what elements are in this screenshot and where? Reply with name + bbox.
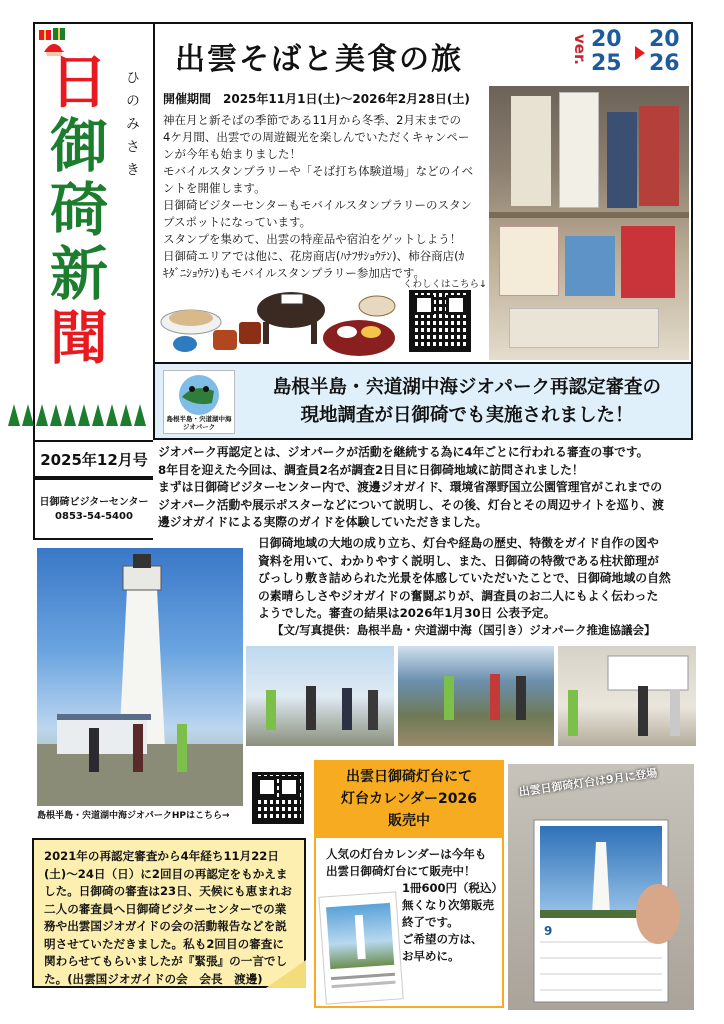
geopark-logo xyxy=(163,370,235,434)
guide-note-text: 2021年の再認定審査から4年経ち11月22日(土)～24日（日）に2回目の再認定をもかえました。日御碕の審査は23日、天候にも恵まれお二人の審査員へ日御碕ビジターセンターでの業務や出雲国ジオガイドの会の活動報告などを説明させていただきました。私も2回目の審査に関わらせてもらいましたが『緊張』の一言でした。(出雲国ジオガイドの会 会長 渡邊) xyxy=(44,849,293,986)
masthead-char-3: 碕 xyxy=(49,176,108,244)
visitor-center-info xyxy=(33,478,153,540)
geopark-line: ようでした。審査の結果は2026年1月30日 公表予定。 xyxy=(258,606,556,620)
campaign-text xyxy=(163,112,483,282)
geopark-body-2 xyxy=(258,535,698,623)
geopark-body-1 xyxy=(158,444,698,532)
calendar-line: 出雲日御碕灯台にて販売中！ xyxy=(326,864,476,878)
calendar-month: 9 xyxy=(544,924,553,938)
geopark-title xyxy=(247,374,687,430)
calendar-side-line: 終了です。 xyxy=(402,915,459,929)
year-arrow-icon xyxy=(635,46,645,60)
campaign-display-photo xyxy=(489,86,689,360)
calendar-photo-caption: 出雲日御碕灯台は9月に登場 xyxy=(517,766,659,799)
masthead-char-5: 聞 xyxy=(49,304,108,372)
geopark-line: びっしり敷き詰められた光景を体感していただいたことで、日御碕地域の自然 xyxy=(258,571,671,585)
calendar-price-text xyxy=(402,880,504,965)
masthead-char-2: 御 xyxy=(49,112,108,180)
calendar-side-line: 1冊600円（税込） xyxy=(402,881,504,895)
geopark-line: 日御碕地域の大地の成り立ち、灯台や経島の歴史、特徴をガイド自作の図や xyxy=(258,536,659,550)
calendar-text xyxy=(326,846,498,880)
issue-label: 2025年12月号 xyxy=(33,440,153,478)
geopark-title-line1: 島根半島・宍道湖中海ジオパーク再認定審査の xyxy=(272,377,662,398)
geopark-qr-code[interactable] xyxy=(252,772,304,824)
calendar-side-line: ご希望の方は、 xyxy=(402,932,483,946)
survey-photo-2 xyxy=(398,646,554,746)
geopark-line: まずは日御碕ビジターセンター内で、渡邊ジオガイド、環境省澤野国立公園管理官がこれまでの xyxy=(158,480,663,494)
more-info-link[interactable]: くわしくはこちら↓ xyxy=(403,279,487,290)
lighthouse-image xyxy=(37,548,243,806)
geopark-line: ジオパーク活動や展示ポスターなどについて説明し、その後、灯台とその周辺サイトを巡り、渡 xyxy=(158,497,664,512)
campaign-line: プスポットになっています。 xyxy=(163,215,312,229)
geopark-line: 邊ジオガイドによる実際のガイドを体験していただきました。 xyxy=(158,515,488,529)
visitor-center-name: 日御碕ビジターセンター xyxy=(39,497,149,508)
geopark-logo-text: 島根半島・宍道湖中海 ジオパーク xyxy=(166,415,232,431)
masthead xyxy=(33,22,153,440)
geopark-title-line2: 現地調査が日御碕でも実施されました！ xyxy=(300,405,634,426)
guide-note xyxy=(32,838,306,988)
campaign-article xyxy=(153,82,693,362)
geopark-logo-icon xyxy=(164,373,234,417)
survey-photo-3 xyxy=(558,646,696,746)
tree-row-icon xyxy=(8,400,148,428)
campaign-qr-code[interactable] xyxy=(409,290,471,352)
geopark-line: ジオパーク再認定とは、ジオパークが活動を継続する為に4年ごとに行われる審査の事です。 xyxy=(158,445,649,459)
year-left-bottom: 25 xyxy=(591,51,622,76)
geopark-line: 資料を用いて、わかりやすく説明し、また、日御碕の特徴である柱状節理が xyxy=(258,553,659,568)
calendar-photo xyxy=(508,764,694,1010)
campaign-line: 4ケ月間、出雲での周遊観光を楽しんでいただくキャンペー xyxy=(163,130,470,144)
geopark-line: の素晴らしさやジオガイドの奮闘ぶりが、調査員のお二人にもよく伝わった xyxy=(258,588,659,603)
food-illustration xyxy=(155,278,401,358)
geopark-headline-box xyxy=(153,362,693,440)
masthead-char-1: 日 xyxy=(49,48,108,116)
calendar-body xyxy=(314,836,504,1008)
calendar-headline-line3: 販売中 xyxy=(388,813,430,829)
year-right-bottom: 26 xyxy=(649,51,680,76)
calendar-side-line: 無くなり次第販売 xyxy=(402,898,494,912)
masthead-title xyxy=(49,50,109,370)
geopark-line: 8年目を迎えた今回は、調査員2名が調査2日目に日御碕地域に訪問されました！ xyxy=(158,462,584,477)
year-left-top: 20 xyxy=(591,27,622,52)
campaign-line: ｷﾀﾞﾆｼｮｳﾃﾝ)もモバイルスタンプラリー参加店です。 xyxy=(163,266,425,280)
visitor-center-phone: 0853-54-5400 xyxy=(55,511,133,522)
lighthouse-photo xyxy=(37,548,243,806)
banner-title: 出雲そばと美食の旅 xyxy=(175,42,463,77)
geopark-hp-caption[interactable]: 島根半島・宍道湖中海ジオパークHPはこちら→ xyxy=(37,811,230,821)
calendar-side-line: お早めに。 xyxy=(402,949,460,963)
calendar-line: 人気の灯台カレンダーは今年も xyxy=(326,847,487,861)
campaign-line: 日御碕エリアでは他に、花房商店(ﾊﾅﾌｻｼｮｳﾃﾝ)、柿谷商店(ｶ xyxy=(163,249,465,263)
banner-ver: ver. xyxy=(571,34,589,65)
campaign-banner xyxy=(153,22,693,82)
campaign-line: スタンプを集めて、出雲の特産品や宿泊をゲットしよう！ xyxy=(163,232,462,246)
year-right-top: 20 xyxy=(649,27,680,52)
calendar-headline xyxy=(314,760,504,836)
campaign-line: ントを開催します。 xyxy=(163,181,266,195)
calendar-cover-image xyxy=(318,891,403,1004)
campaign-period: 開催期間 2025年11月1日(土)～2026年2月28日(土) xyxy=(163,92,470,106)
calendar-headline-line2: 灯台カレンダー2026 xyxy=(340,791,478,807)
campaign-line: 神在月と新そばの季節である11月から冬季、2月末までの xyxy=(163,113,461,127)
survey-photo-1 xyxy=(246,646,394,746)
masthead-ruby: ひのみさき xyxy=(124,70,140,185)
photo-credit: 【文/写真提供：島根半島・宍道湖中海（国引き）ジオパーク推進協議会】 xyxy=(272,623,656,637)
campaign-line: ンが今年も始まりました！ xyxy=(163,147,301,161)
masthead-char-4: 新 xyxy=(49,240,108,308)
campaign-line: 日御碕ビジターセンターもモバイルスタンプラリーのスタン xyxy=(163,198,473,212)
campaign-line: モバイルスタンプラリーや「そば打ち体験道場」などのイベ xyxy=(163,164,474,178)
calendar-headline-line1: 出雲日御碕灯台にて xyxy=(346,769,472,785)
